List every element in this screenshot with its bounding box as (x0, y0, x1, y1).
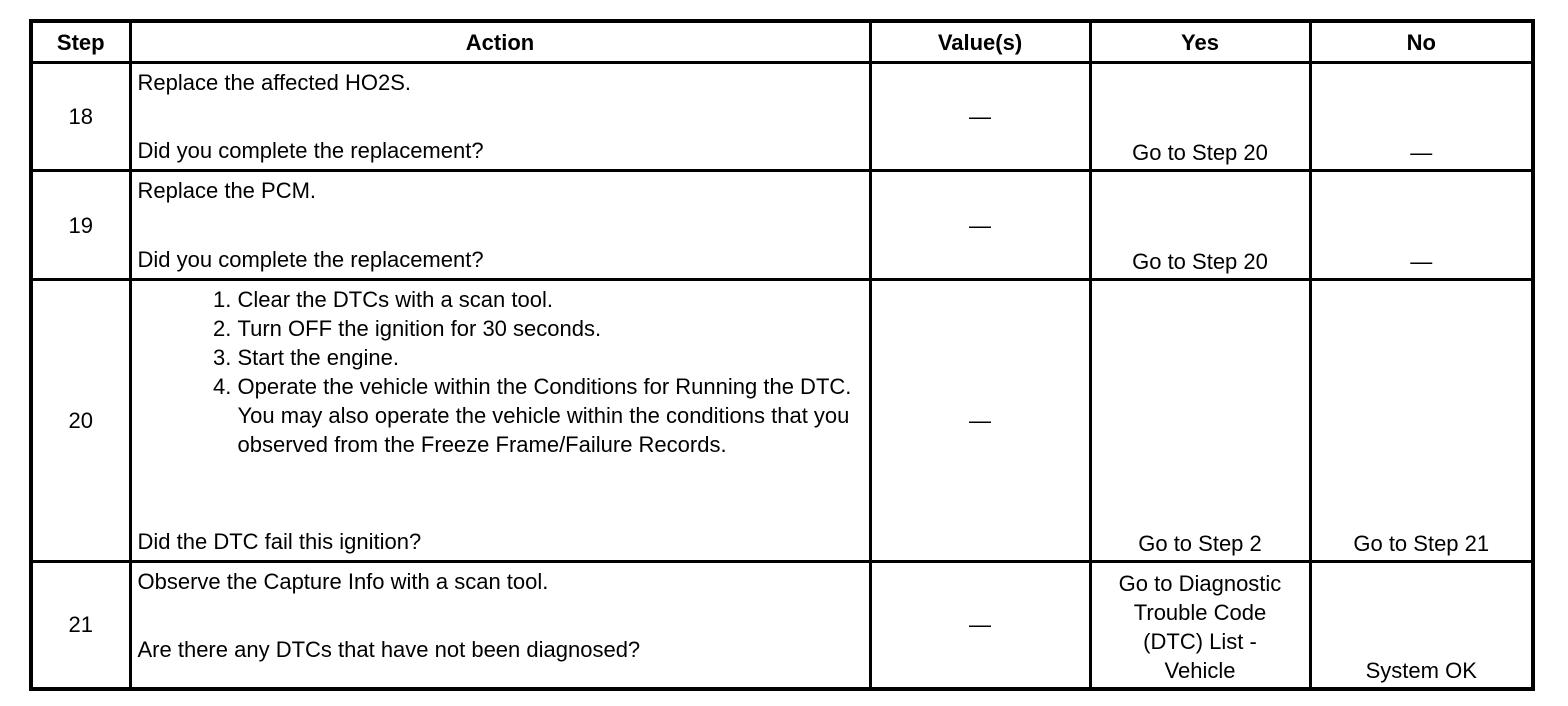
step-number: 18 (31, 63, 130, 171)
substep-item: 3. Start the engine. (238, 343, 869, 372)
action-cell (130, 63, 870, 171)
step-number: 20 (31, 280, 130, 562)
action-question: Did you complete the replacement? (137, 247, 484, 272)
header-step: Step (31, 21, 130, 63)
substep-item: 4. Operate the vehicle within the Conditions for Running the DTC. You may also operate the vehicle within the conditions that you observed from the Freeze Frame/Failure Records. (238, 372, 869, 459)
action-text: Observe the Capture Info with a scan tool. (137, 569, 549, 594)
action-cell (130, 171, 870, 280)
substep-item: 2. Turn OFF the ignition for 30 seconds. (238, 314, 869, 343)
header-no: No (1310, 21, 1533, 63)
yes-cell: Go to Step 20 (1090, 63, 1310, 171)
action-text: Replace the PCM. (137, 178, 317, 203)
value-cell: — (870, 171, 1090, 280)
diagnostic-steps-table (29, 19, 1535, 691)
action-question: Did the DTC fail this ignition? (137, 529, 422, 554)
header-row (31, 21, 1533, 63)
no-cell: — (1310, 63, 1533, 171)
action-cell (130, 562, 870, 689)
step-number: 21 (31, 562, 130, 689)
yes-cell: Go to Diagnostic Trouble Code (DTC) List - Vehicle (1090, 562, 1310, 689)
header-action: Action (130, 21, 870, 63)
header-values: Value(s) (870, 21, 1090, 63)
substep-item: 1. Clear the DTCs with a scan tool. (238, 285, 869, 314)
yes-cell: Go to Step 2 (1090, 280, 1310, 562)
yes-cell: Go to Step 20 (1090, 171, 1310, 280)
table-row (31, 171, 1533, 280)
value-cell: — (870, 280, 1090, 562)
no-cell: — (1310, 171, 1533, 280)
table-row (31, 562, 1533, 689)
action-question: Are there any DTCs that have not been diagnosed? (137, 637, 641, 662)
action-text: Replace the affected HO2S. (137, 70, 412, 95)
no-cell: System OK (1310, 562, 1533, 689)
step-number: 19 (31, 171, 130, 280)
action-question: Did you complete the replacement? (137, 138, 484, 163)
header-yes: Yes (1090, 21, 1310, 63)
no-cell: Go to Step 21 (1310, 280, 1533, 562)
value-cell: — (870, 562, 1090, 689)
value-cell: — (870, 63, 1090, 171)
action-cell (130, 280, 870, 562)
table-row (31, 63, 1533, 171)
table-row (31, 280, 1533, 562)
substep-list (138, 285, 869, 459)
